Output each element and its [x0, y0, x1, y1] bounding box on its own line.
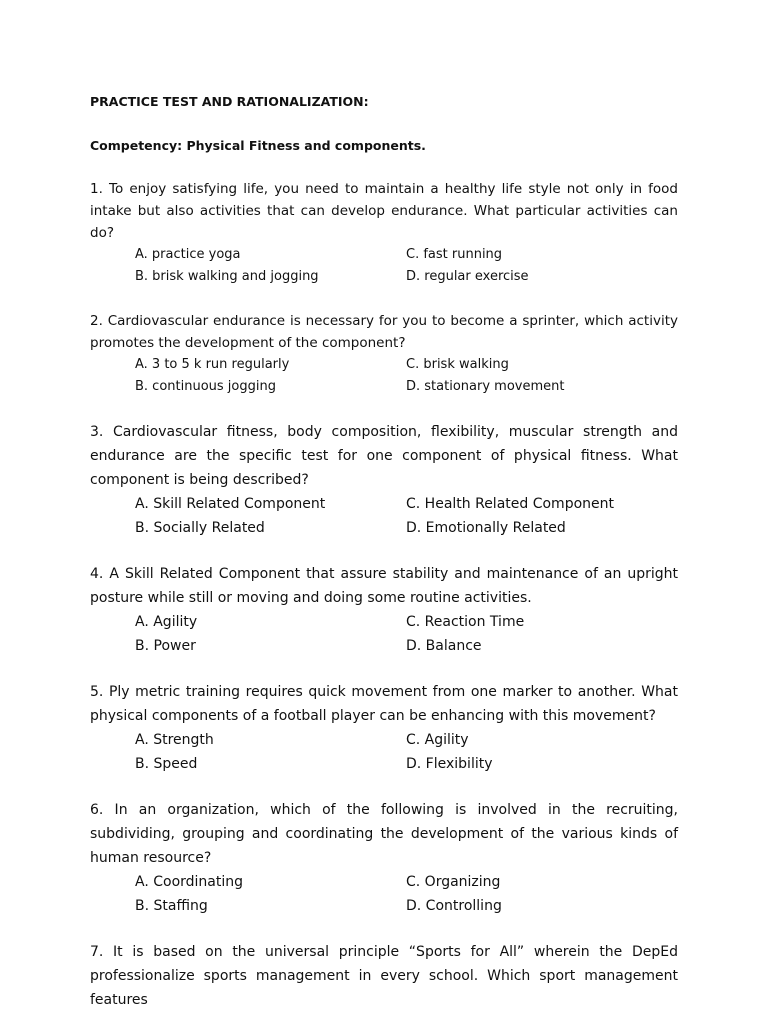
question-text: 6. In an organization, which of the following is involved in the recruiting, subdividing, grouping and coordinating the development of the various kinds of human resource? — [90, 802, 678, 866]
choice-b: B. continuous jogging — [135, 379, 276, 394]
choice-c: C. Organizing — [406, 874, 501, 890]
answer-choices — [135, 244, 678, 288]
choice-d: D. Flexibility — [406, 756, 493, 772]
page-title: PRACTICE TEST AND RATIONALIZATION: — [90, 94, 369, 109]
choice-a: A. 3 to 5 k run regularly — [135, 357, 290, 372]
choice-d: D. Controlling — [406, 898, 502, 914]
choice-c: C. brisk walking — [406, 357, 509, 372]
choice-a: A. Skill Related Component — [135, 496, 326, 512]
choice-a: A. Coordinating — [135, 874, 244, 890]
question-4 — [90, 562, 678, 658]
choice-b: B. Socially Related — [135, 520, 265, 536]
question-text: 2. Cardiovascular endurance is necessary for you to become a sprinter, which activity promotes the development of the component? — [90, 313, 678, 351]
document-page — [90, 92, 678, 1012]
question-3 — [90, 420, 678, 540]
question-2 — [90, 310, 678, 398]
choice-a: A. Strength — [135, 732, 214, 748]
choice-d: D. Balance — [406, 638, 482, 654]
question-text: 1. To enjoy satisfying life, you need to maintain a healthy life style not only in food intake but also activities that can develop endurance. What particular activities can do? — [90, 181, 678, 241]
question-6 — [90, 798, 678, 918]
question-text: 7. It is based on the universal principle “Sports for All” wherein the DepEd professionalize sports management in every school. Which sport management features — [90, 944, 678, 1008]
answer-choices — [135, 870, 678, 918]
question-7 — [90, 940, 678, 1012]
choice-a: A. practice yoga — [135, 247, 241, 262]
choice-d: D. Emotionally Related — [406, 520, 566, 536]
choice-c: C. Reaction Time — [406, 614, 525, 630]
choice-d: D. stationary movement — [406, 379, 565, 394]
question-1 — [90, 178, 678, 288]
choice-c: C. Agility — [406, 732, 469, 748]
question-text: 3. Cardiovascular fitness, body composition, flexibility, muscular strength and endurance are the specific test for one component of physical fitness. What component is being described? — [90, 424, 678, 488]
answer-choices — [135, 610, 678, 658]
choice-a: A. Agility — [135, 614, 198, 630]
competency-heading: Competency: Physical Fitness and components. — [90, 138, 426, 153]
question-5 — [90, 680, 678, 776]
question-text: 5. Ply metric training requires quick movement from one marker to another. What physical components of a football player can be enhancing with this movement? — [90, 684, 678, 724]
question-text: 4. A Skill Related Component that assure stability and maintenance of an upright posture while still or moving and doing some routine activities. — [90, 566, 678, 606]
answer-choices — [135, 354, 678, 398]
choice-b: B. Staffing — [135, 898, 208, 914]
choice-c: C. Health Related Component — [406, 496, 614, 512]
choice-b: B. Power — [135, 638, 196, 654]
choice-b: B. brisk walking and jogging — [135, 269, 319, 284]
choice-b: B. Speed — [135, 756, 198, 772]
answer-choices — [135, 728, 678, 776]
answer-choices — [135, 492, 678, 540]
choice-d: D. regular exercise — [406, 269, 529, 284]
choice-c: C. fast running — [406, 247, 503, 262]
